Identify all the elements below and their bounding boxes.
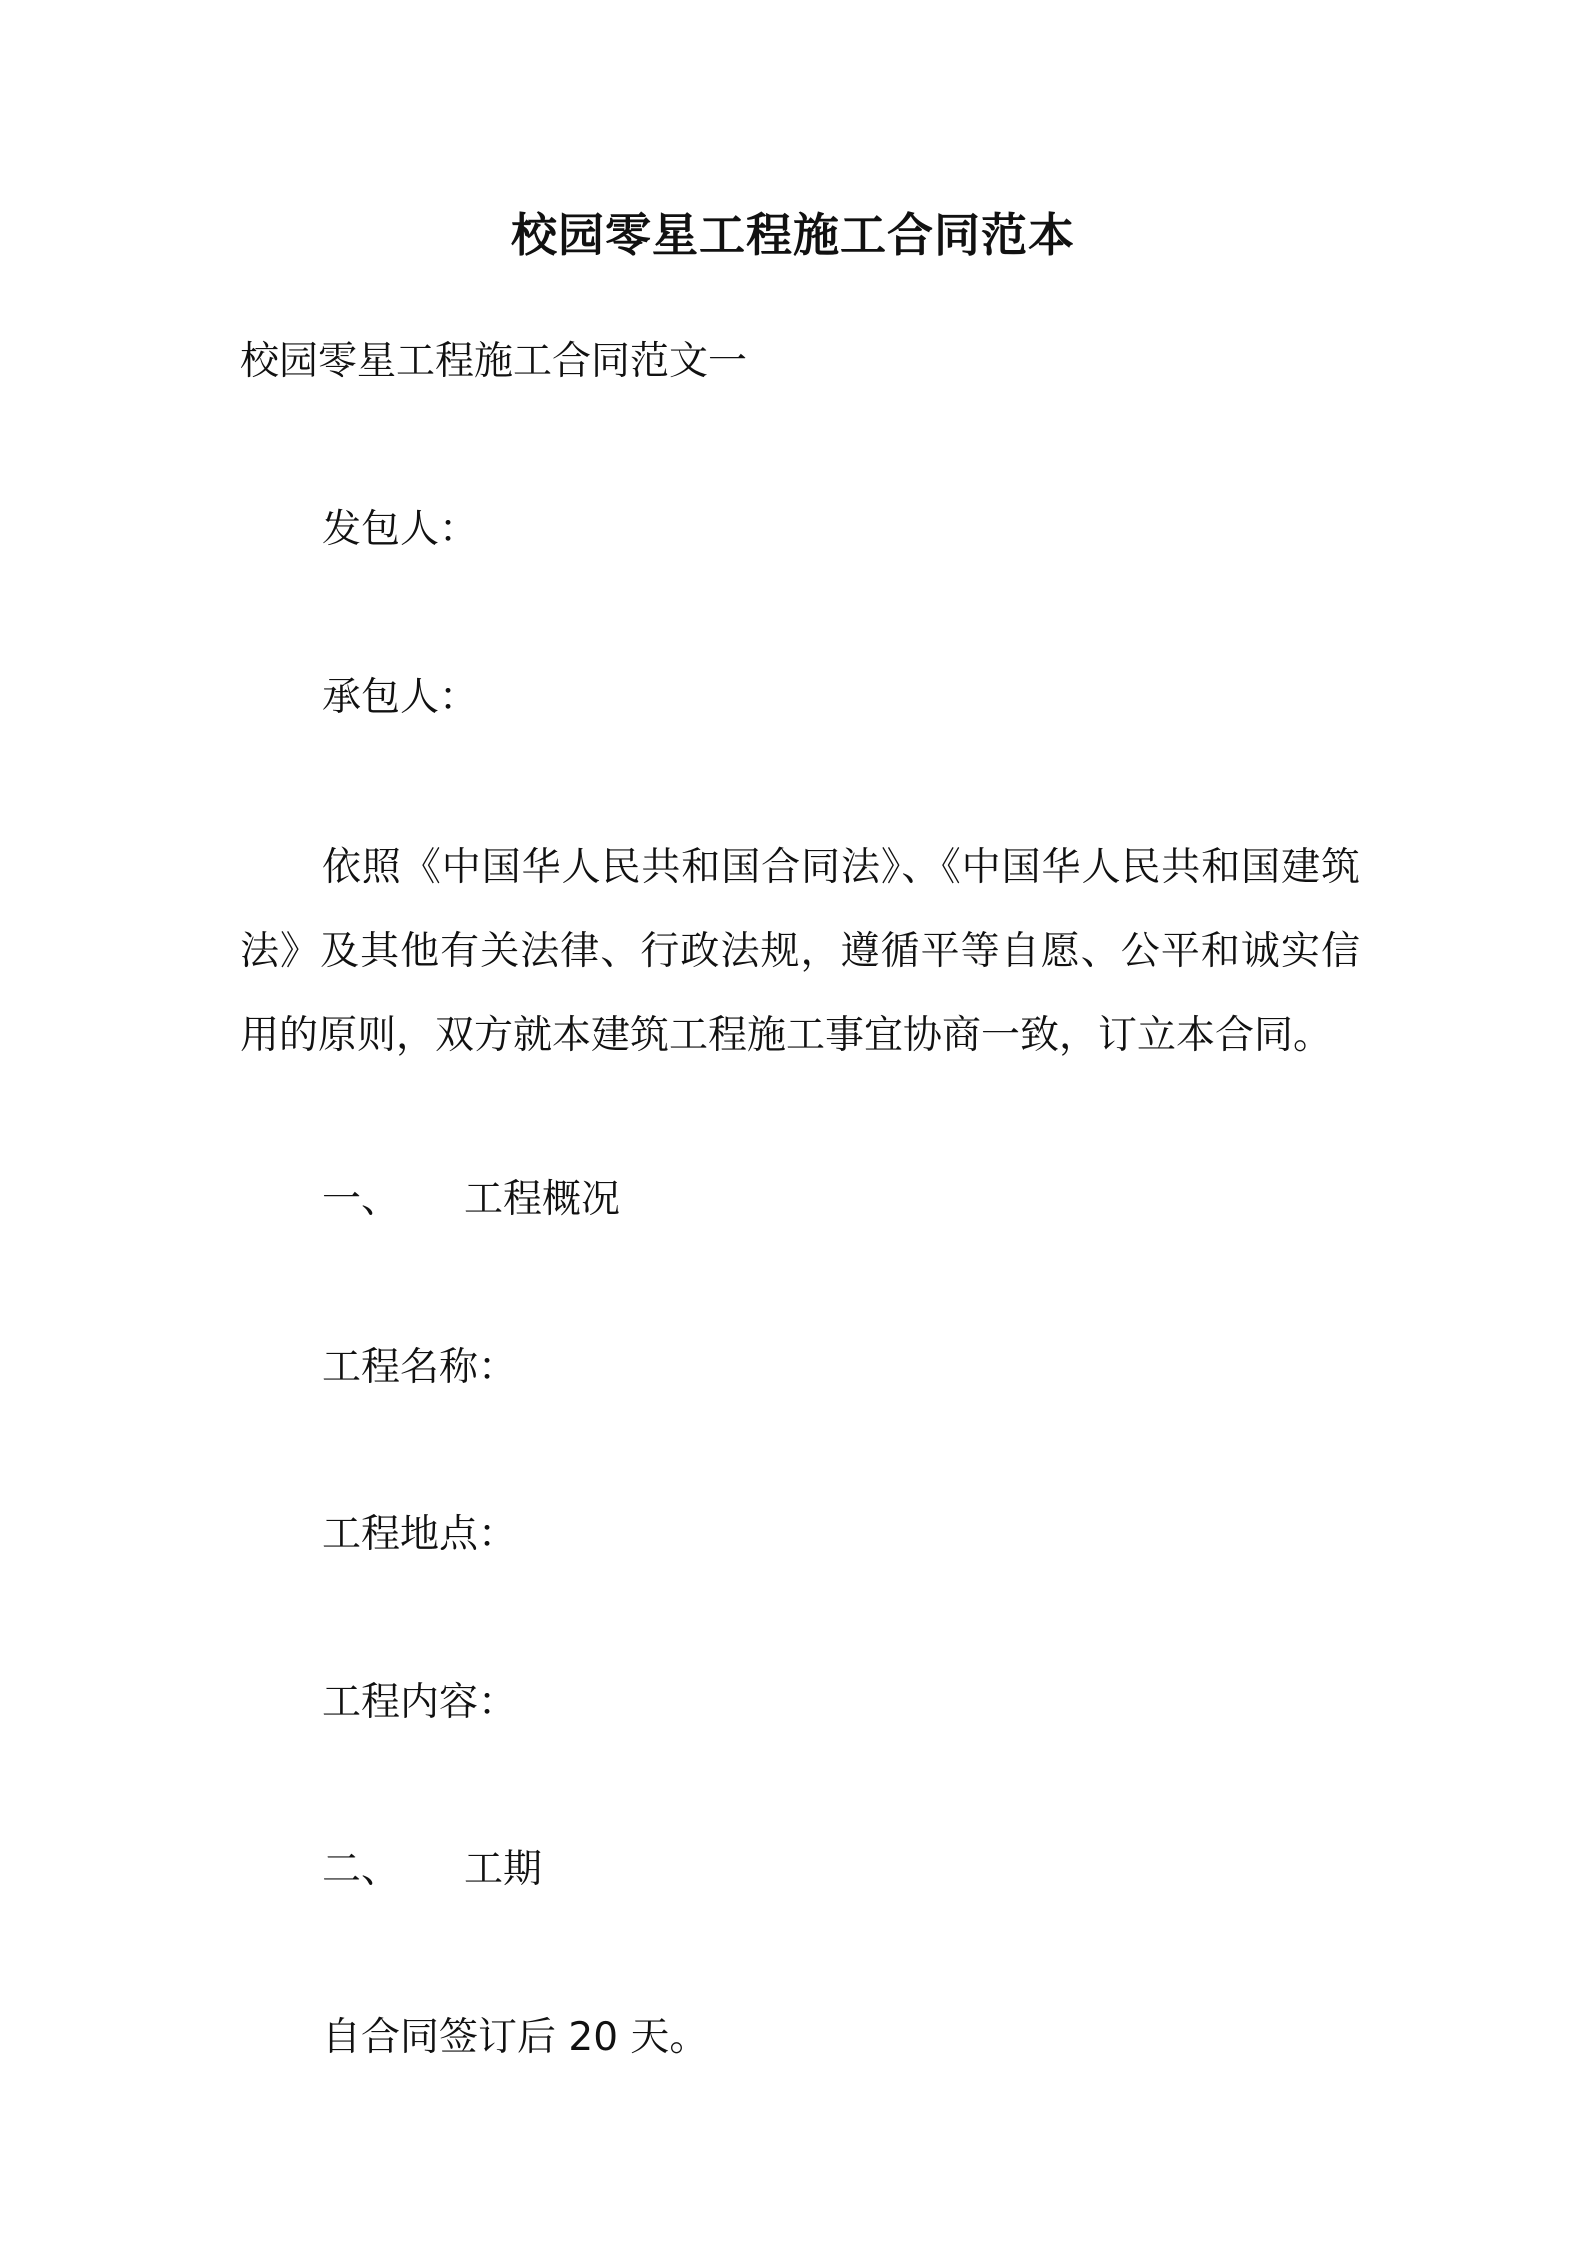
intro-paragraph: 依照《中国华人民共和国合同法》、《中国华人民共和国建筑法》及其他有关法律、行政法规，遵循平等自愿、公平和诚实信用的原则，双方就本建筑工程施工事宜协商一致，订立本合同。 (240, 845, 1360, 1058)
project-name-label: 工程名称： (322, 1345, 518, 1390)
employer-label: 发包人： (322, 507, 479, 552)
section-title: 工程概况 (464, 1177, 621, 1222)
section-number: 二、 (322, 1847, 401, 1892)
project-content-label: 工程内容： (322, 1680, 518, 1725)
document-title: 校园零星工程施工合同范本 (511, 208, 1075, 262)
duration-text: 自合同签订后 20 天。 (322, 2015, 709, 2060)
section-title: 工期 (464, 1847, 543, 1892)
section-heading-duration (322, 1840, 542, 1900)
document-subtitle: 校园零星工程施工合同范文一 (240, 339, 748, 384)
section-number: 一、 (322, 1177, 401, 1222)
contractor-label: 承包人： (322, 675, 479, 720)
project-location-label: 工程地点： (322, 1512, 518, 1557)
section-heading-overview (322, 1170, 620, 1230)
